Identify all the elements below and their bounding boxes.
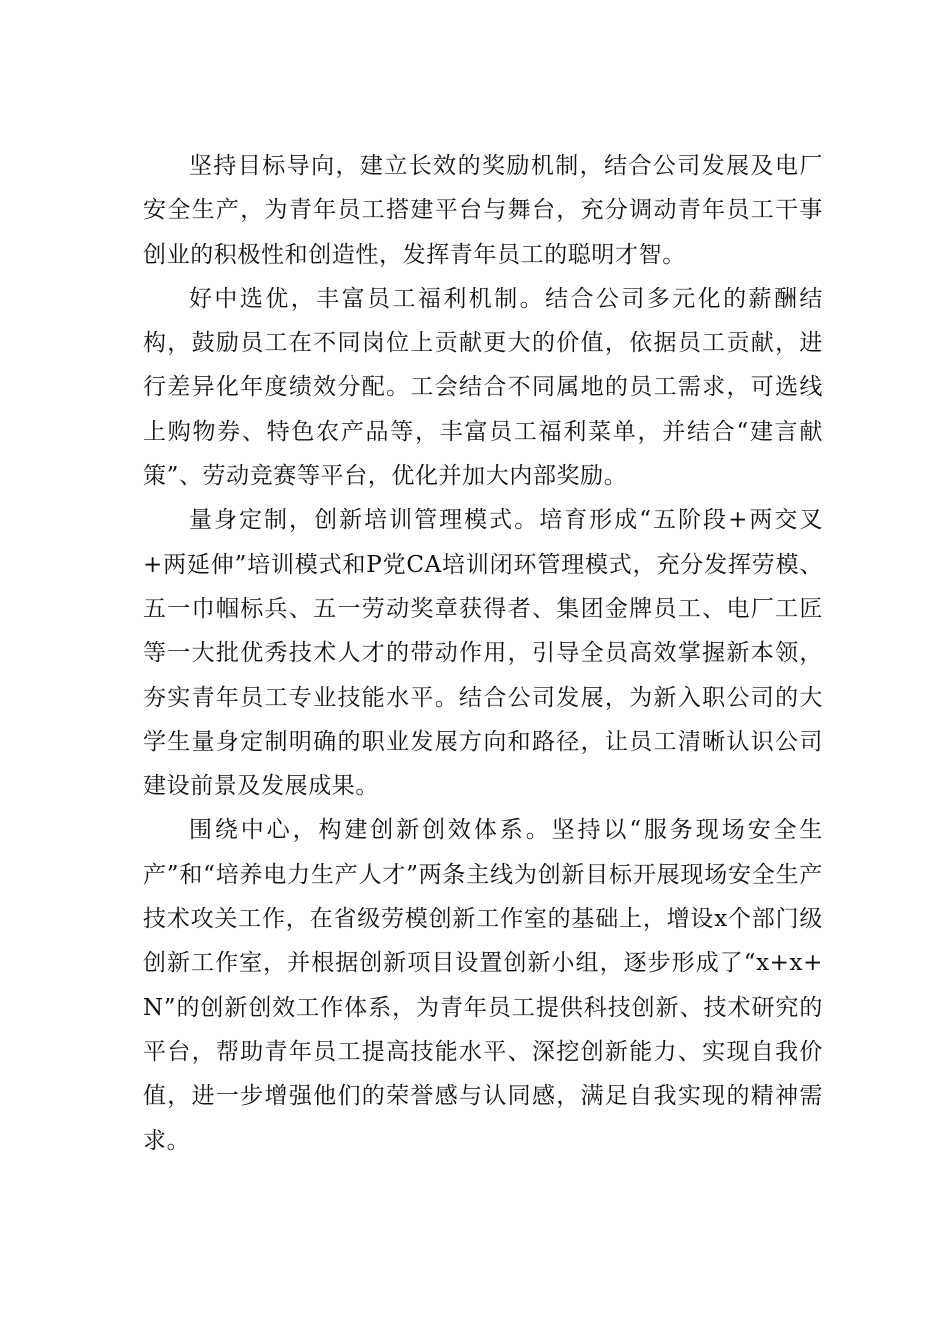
- paragraph-1: 坚持目标导向，建立长效的奖励机制，结合公司发展及电厂安全生产，为青年员工搭建平台与舞台，充分调动青年员工干事创业的积极性和创造性，发挥青年员工的聪明才智。: [143, 153, 823, 268]
- document-body: [143, 144, 823, 1163]
- paragraph-4: 围绕中心，构建创新创效体系。坚持以“服务现场安全生产”和“培养电力生产人才”两条主线为创新目标开展现场安全生产技术攻关工作，在省级劳模创新工作室的基础上，增设x个部门级创新工作室，并根据创新项目设置创新小组，逐步形成了“x+x+N”的创新创效工作体系，为青年员工提供科技创新、技术研究的平台，帮助青年员工提高技能水平、深挖创新能力、实现自我价值，进一步增强他们的荣誉感与认同感，满足自我实现的精神需求。: [143, 817, 823, 1154]
- paragraph-2: 好中选优，丰富员工福利机制。结合公司多元化的薪酬结构，鼓励员工在不同岗位上贡献更大的价值，依据员工贡献，进行差异化年度绩效分配。工会结合不同属地的员工需求，可选线上购物券、特色农产品等，丰富员工福利菜单，并结合“建言献策”、劳动竞赛等平台，优化并加大内部奖励。: [143, 285, 823, 490]
- paragraph-3: 量身定制，创新培训管理模式。培育形成“五阶段+两交叉+两延伸”培训模式和P党CA培训闭环管理模式，充分发挥劳模、五一巾帼标兵、五一劳动奖章获得者、集团金牌员工、电厂工匠等一大批优秀技术人才的带动作用，引导全员高效掌握新本领，夯实青年员工专业技能水平。结合公司发展，为新入职公司的大学生量身定制明确的职业发展方向和路径，让员工清晰认识公司建设前景及发展成果。: [143, 507, 823, 800]
